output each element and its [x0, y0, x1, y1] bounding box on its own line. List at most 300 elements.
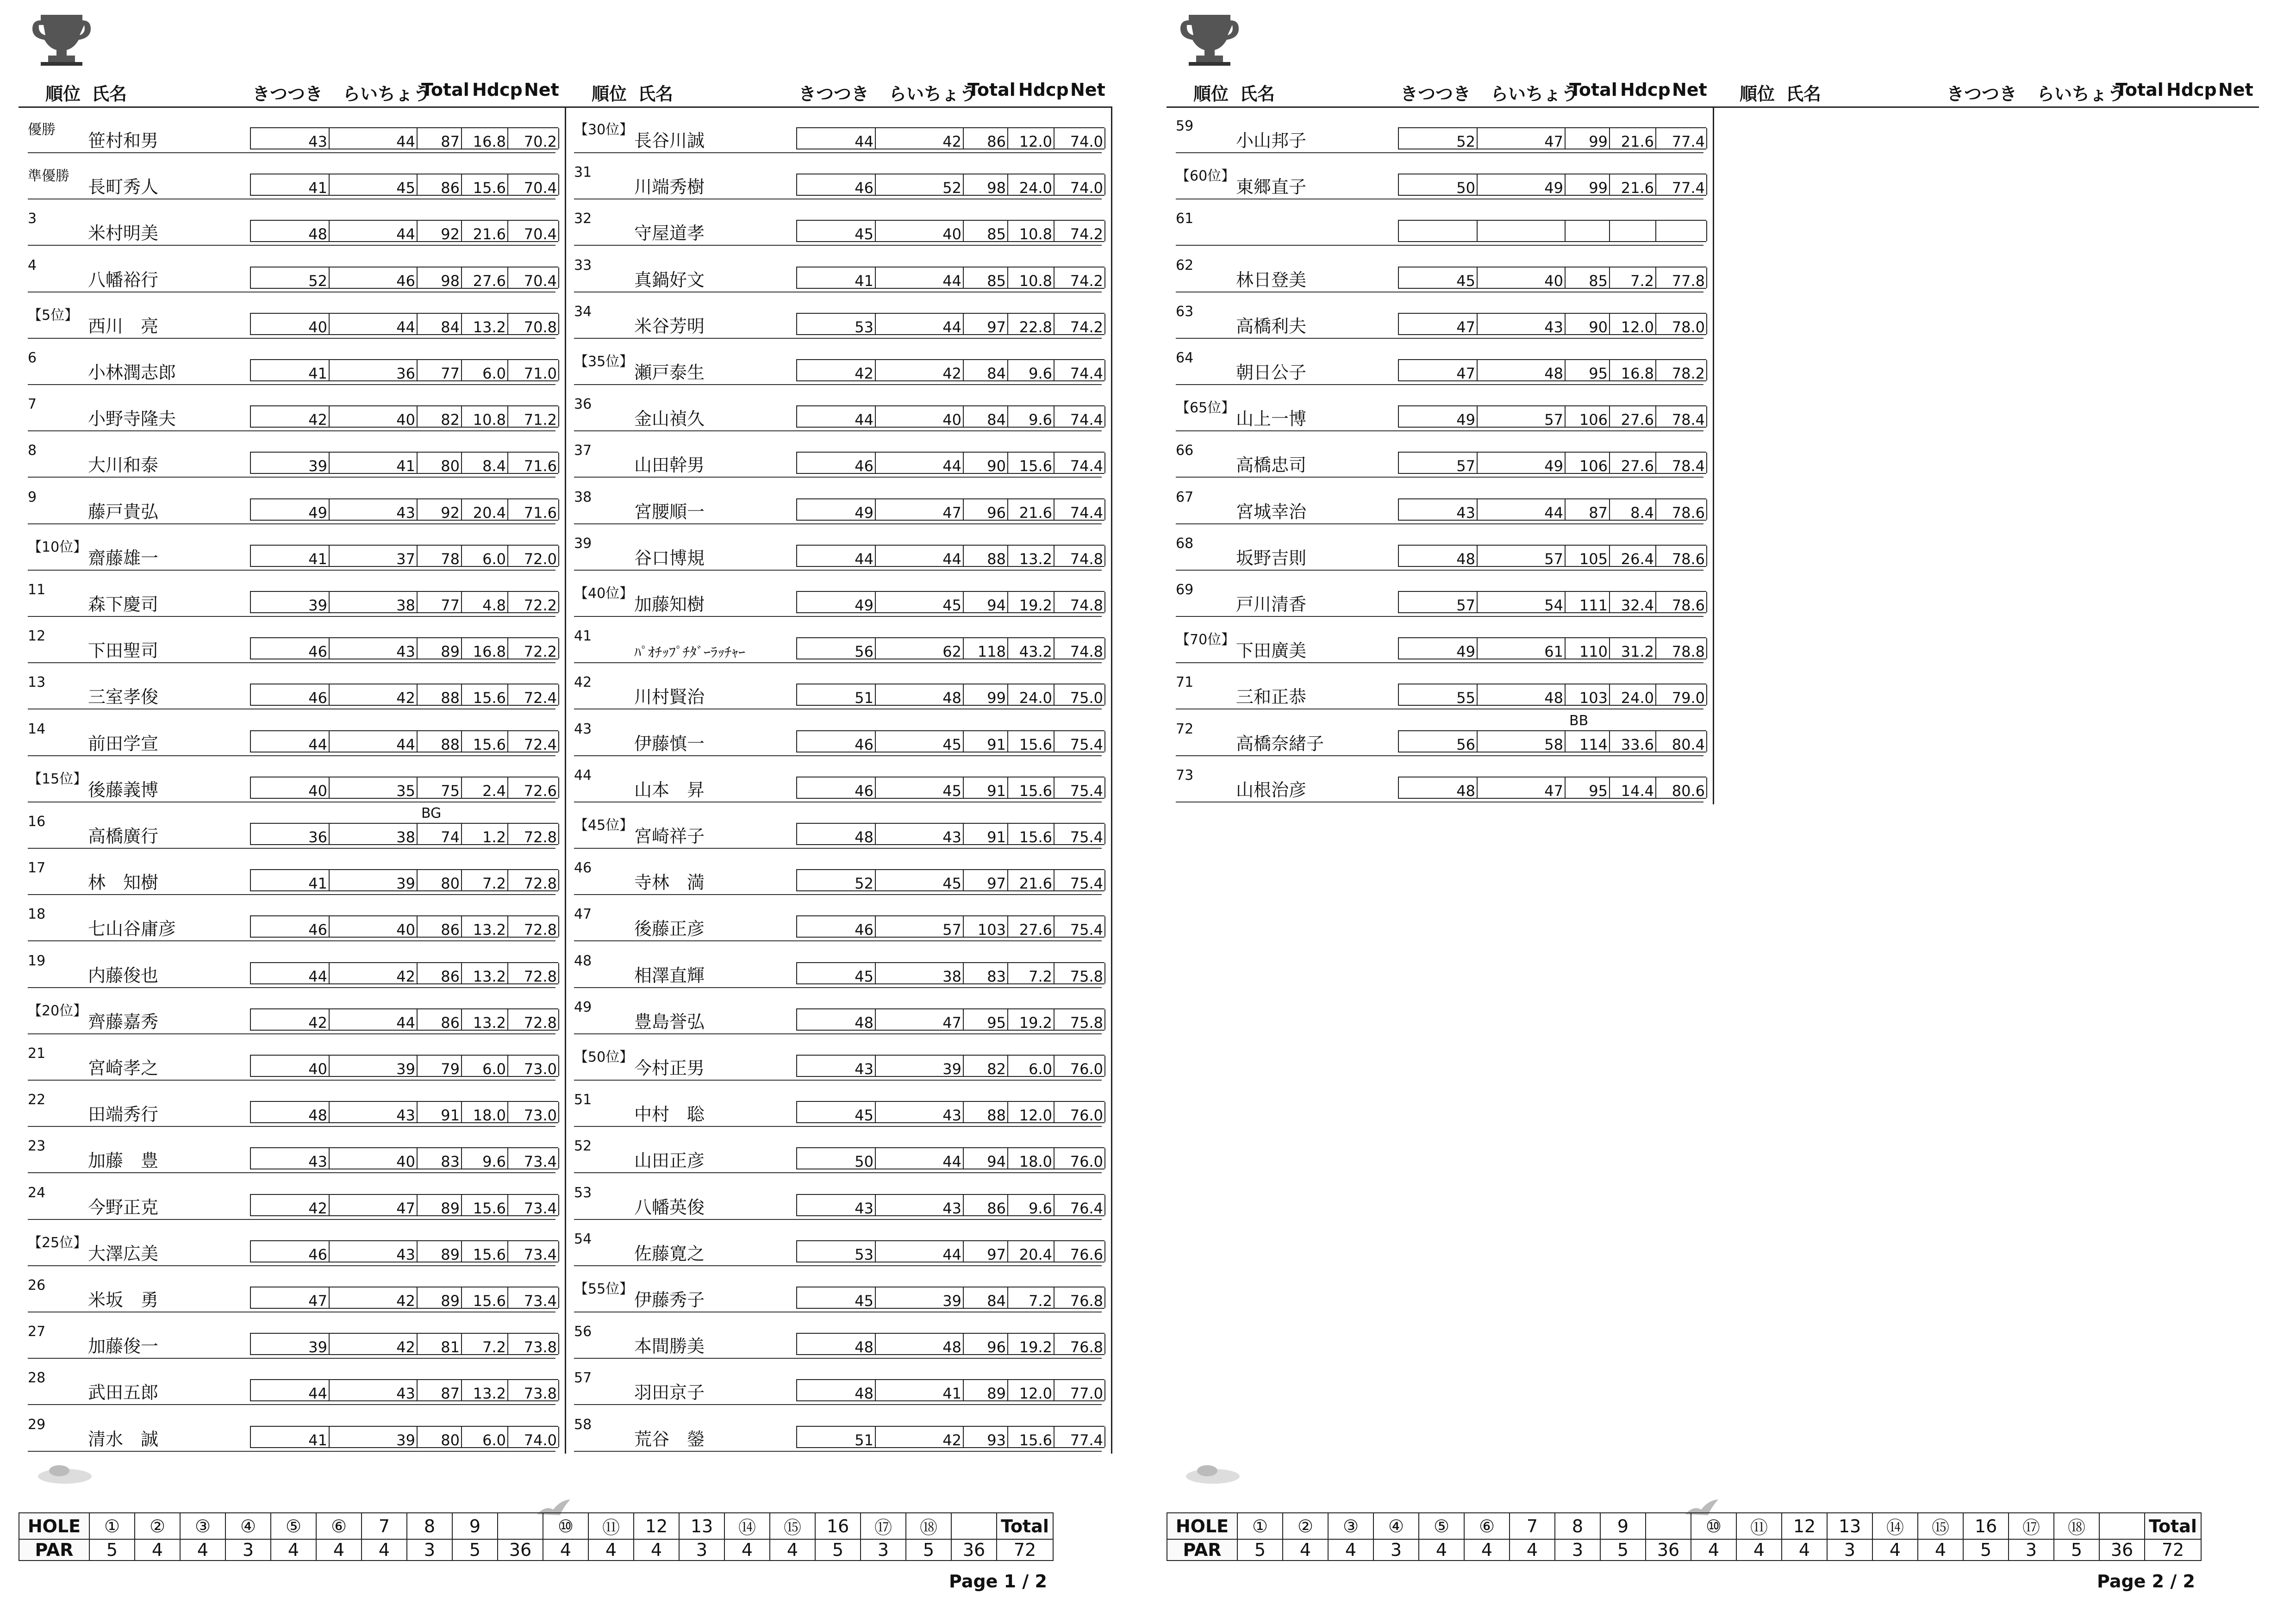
score-in: 57	[1478, 546, 1566, 566]
header-name: 氏名	[1240, 84, 1275, 104]
rank-label: 【55位】	[574, 1281, 634, 1297]
score-in: 47	[1478, 128, 1566, 149]
scorecard-cell: 36	[951, 1539, 997, 1561]
row-rule	[574, 338, 1102, 339]
score-total: 91	[418, 1102, 462, 1122]
player-name: 金山禎久	[634, 409, 705, 429]
score-in: 44	[330, 731, 418, 752]
player-name: 八幡裕行	[88, 269, 159, 290]
score-total: 86	[418, 916, 462, 937]
score-out	[1399, 221, 1478, 241]
score-in: 38	[330, 824, 418, 844]
score-net: 73.4	[508, 1195, 559, 1215]
results-page-2	[1148, 0, 2296, 1623]
row-rule	[574, 755, 1102, 756]
scorecard-cell: 4	[1464, 1539, 1510, 1561]
row-rule	[574, 1172, 1102, 1173]
score-hdcp: 15.6	[462, 1195, 508, 1215]
score-in: 48	[1478, 360, 1566, 380]
score-in: 41	[876, 1380, 964, 1400]
score-total: 87	[418, 128, 462, 149]
score-in: 47	[876, 499, 964, 520]
player-name: 後藤正彦	[634, 919, 705, 939]
score-out: 39	[251, 592, 330, 612]
score-box	[796, 823, 1104, 845]
player-name: 前田学宣	[88, 733, 159, 754]
score-net: 75.4	[1054, 777, 1105, 798]
score-hdcp: 6.0	[462, 1056, 508, 1076]
scorecard-cell: ⑥	[1464, 1513, 1510, 1539]
score-out: 46	[251, 1241, 330, 1262]
score-in: 44	[330, 314, 418, 334]
player-name: 大澤広美	[88, 1243, 159, 1264]
header-total: Total	[2115, 80, 2164, 100]
rank-label: 61	[1176, 211, 1194, 227]
row-rule	[574, 570, 1102, 571]
score-in: 39	[330, 870, 418, 890]
scorecard-cell: ⑩	[1691, 1513, 1736, 1539]
score-box	[250, 730, 558, 752]
scorecard-cell: 4	[362, 1539, 407, 1561]
score-out: 39	[251, 1334, 330, 1354]
row-rule	[28, 523, 555, 524]
score-hdcp: 15.6	[1008, 453, 1054, 473]
scorecard-cell: ①	[89, 1513, 135, 1539]
player-name: 山田幹男	[634, 455, 705, 476]
score-net: 74.4	[1054, 360, 1105, 380]
score-hdcp: 24.0	[1008, 174, 1054, 195]
row-rule	[574, 245, 1102, 246]
score-hdcp: 9.6	[1008, 1195, 1054, 1215]
score-total: 105	[1566, 546, 1610, 566]
rank-label: 37	[574, 442, 592, 459]
score-total: 86	[418, 963, 462, 983]
scorecard-cell: ⑱	[906, 1513, 951, 1539]
score-total: 86	[964, 128, 1008, 149]
score-net: 77.0	[1054, 1380, 1105, 1400]
scorecard-cell: 4	[1736, 1539, 1782, 1561]
score-total: 83	[418, 1148, 462, 1169]
score-out: 42	[251, 1009, 330, 1030]
scorecard-cell: ⑰	[2009, 1513, 2054, 1539]
rank-label: 49	[574, 999, 592, 1015]
scorecard-label: HOLE	[1167, 1513, 1237, 1539]
row-rule	[574, 1033, 1102, 1034]
score-in: 44	[876, 1241, 964, 1262]
score-total	[1566, 221, 1610, 241]
player-name: 内藤俊也	[88, 965, 159, 986]
score-total: 92	[418, 499, 462, 520]
score-in: 35	[330, 777, 418, 798]
player-name: 齊藤嘉秀	[88, 1011, 159, 1032]
row-rule	[574, 940, 1102, 941]
score-total: 86	[418, 1009, 462, 1030]
score-box	[250, 1147, 558, 1169]
score-out: 46	[797, 174, 876, 195]
player-name: 東郷直子	[1236, 177, 1307, 198]
scorecard-label: HOLE	[19, 1513, 89, 1539]
rank-label: 42	[574, 674, 592, 691]
score-hdcp: 15.6	[1008, 731, 1054, 752]
rank-label: 7	[28, 396, 37, 413]
scorecard-cell: 3	[2009, 1539, 2054, 1561]
row-rule	[1176, 384, 1703, 385]
score-box	[796, 359, 1104, 381]
score-hdcp: 16.8	[462, 128, 508, 149]
score-hdcp: 7.2	[462, 870, 508, 890]
scorecard-cell: ⑥	[316, 1513, 362, 1539]
scorecard-cell: ⑱	[2054, 1513, 2099, 1539]
score-box	[250, 127, 558, 149]
player-name: 山田正彦	[634, 1150, 705, 1171]
player-name: 七山谷庸彦	[88, 919, 176, 939]
rank-label: 18	[28, 906, 46, 923]
score-out: 44	[797, 406, 876, 427]
scorecard-cell: 13	[1827, 1513, 1872, 1539]
score-total: 91	[964, 731, 1008, 752]
score-out: 43	[797, 1195, 876, 1215]
score-out: 51	[797, 684, 876, 705]
rank-label: 【30位】	[574, 122, 634, 138]
score-box	[796, 267, 1104, 289]
score-total: 85	[1566, 267, 1610, 288]
rank-label: 21	[28, 1045, 46, 1062]
score-hdcp: 6.0	[1008, 1056, 1054, 1076]
rank-label: 51	[574, 1092, 592, 1108]
score-in: 43	[1478, 314, 1566, 334]
score-out: 48	[797, 824, 876, 844]
score-in: 54	[1478, 592, 1566, 612]
header-out: きつつき	[1947, 84, 2017, 104]
score-box	[250, 405, 558, 428]
player-name: 加藤知樹	[634, 594, 705, 615]
score-out: 40	[251, 1056, 330, 1076]
rank-label: 23	[28, 1138, 46, 1155]
scorecard-cell: 3	[1827, 1539, 1872, 1561]
scorecard-cell: 12	[634, 1513, 679, 1539]
page-number: Page 1 / 2	[949, 1571, 1047, 1592]
rank-label: 24	[28, 1184, 46, 1201]
player-name: 笹村和男	[88, 131, 159, 151]
header-total: Total	[967, 80, 1016, 100]
score-total: 88	[964, 546, 1008, 566]
score-total: 99	[1566, 174, 1610, 195]
scorecard-cell: ③	[180, 1513, 225, 1539]
rank-label: 62	[1176, 257, 1194, 274]
score-hdcp: 7.2	[462, 1334, 508, 1354]
rank-label: 8	[28, 442, 37, 459]
score-box	[796, 545, 1104, 567]
score-out: 42	[251, 1195, 330, 1215]
score-net: 74.8	[1054, 638, 1105, 659]
scorecard-cell: ⑪	[1736, 1513, 1782, 1539]
score-box	[1398, 591, 1706, 613]
score-in: 45	[876, 777, 964, 798]
score-hdcp: 20.4	[1008, 1241, 1054, 1262]
scorecard-cell	[951, 1513, 997, 1539]
row-rule	[1176, 523, 1703, 524]
score-in: 57	[876, 916, 964, 937]
scorecard-cell: ⑰	[861, 1513, 906, 1539]
header-net: Net	[1070, 80, 1105, 100]
score-out: 50	[797, 1148, 876, 1169]
score-in: 44	[876, 267, 964, 288]
player-name: 長谷川誠	[634, 131, 705, 151]
score-out: 41	[251, 870, 330, 890]
column-rule	[565, 106, 566, 1454]
scorecard-cell: ⑮	[1918, 1513, 1963, 1539]
score-hdcp: 10.8	[1008, 221, 1054, 241]
score-box	[250, 220, 558, 242]
score-hdcp	[1610, 221, 1656, 241]
score-out: 51	[797, 1427, 876, 1447]
row-rule	[28, 245, 555, 246]
player-name: 川村賢治	[634, 687, 705, 708]
score-in: 49	[1478, 453, 1566, 473]
score-total: 90	[1566, 314, 1610, 334]
score-box	[796, 1426, 1104, 1448]
header-net: Net	[524, 80, 559, 100]
scorecard-cell: 5	[452, 1539, 498, 1561]
header-net: Net	[1672, 80, 1707, 100]
row-rule	[28, 477, 555, 478]
row-rule	[574, 662, 1102, 663]
player-name: 林日登美	[1236, 269, 1307, 290]
row-rule	[1176, 570, 1703, 571]
player-name: 山根治彦	[1236, 779, 1307, 800]
rank-label: 72	[1176, 721, 1194, 737]
row-rule	[574, 1358, 1102, 1359]
header-rule	[565, 106, 1111, 108]
score-total: 106	[1566, 406, 1610, 427]
rank-label: 12	[28, 628, 46, 645]
player-name: 宮崎孝之	[88, 1058, 159, 1078]
score-in: 41	[330, 453, 418, 473]
score-net: 72.8	[508, 1009, 559, 1030]
scorecard-cell: 7	[362, 1513, 407, 1539]
score-net: 76.0	[1054, 1102, 1105, 1122]
row-rule	[28, 1358, 555, 1359]
score-total: 86	[964, 1195, 1008, 1215]
score-total: 118	[964, 638, 1008, 659]
row-rule	[574, 1451, 1102, 1452]
player-name: 八幡英俊	[634, 1197, 705, 1218]
score-out: 43	[1399, 499, 1478, 520]
score-net: 72.2	[508, 638, 559, 659]
score-total: 88	[418, 731, 462, 752]
score-out: 52	[1399, 128, 1478, 149]
rank-label: 16	[28, 814, 46, 830]
score-box	[250, 174, 558, 196]
scorecard-cell	[498, 1513, 543, 1539]
score-box	[250, 1194, 558, 1216]
score-hdcp: 7.2	[1008, 963, 1054, 983]
row-rule	[1176, 245, 1703, 246]
scorecard-cell: 3	[861, 1539, 906, 1561]
player-name: 本間勝美	[634, 1336, 705, 1357]
score-in: 42	[330, 1287, 418, 1308]
score-box	[1398, 498, 1706, 521]
row-rule	[28, 430, 555, 431]
score-total: 95	[964, 1009, 1008, 1030]
score-in: 58	[1478, 731, 1566, 752]
rank-label: 34	[574, 303, 592, 320]
score-total: 82	[964, 1056, 1008, 1076]
score-box	[796, 498, 1104, 521]
score-net: 75.4	[1054, 916, 1105, 937]
scorecard-cell: 4	[180, 1539, 225, 1561]
player-name: 谷口博規	[634, 547, 705, 568]
player-name: 佐藤寛之	[634, 1243, 705, 1264]
score-out: 46	[251, 916, 330, 937]
scorecard-cell: 36	[1646, 1539, 1691, 1561]
score-hdcp: 21.6	[1610, 128, 1656, 149]
score-hdcp: 15.6	[1008, 1427, 1054, 1447]
score-box	[250, 823, 558, 845]
score-out: 46	[797, 777, 876, 798]
rank-label: 14	[28, 721, 46, 737]
score-out: 47	[251, 1287, 330, 1308]
score-out: 48	[797, 1380, 876, 1400]
score-net	[1656, 221, 1707, 241]
row-rule	[1176, 152, 1703, 153]
score-hdcp: 19.2	[1008, 1334, 1054, 1354]
scorecard-cell: 4	[724, 1539, 770, 1561]
score-box	[250, 1333, 558, 1355]
score-in: 43	[876, 1195, 964, 1215]
score-box	[250, 267, 558, 289]
row-rule	[574, 894, 1102, 895]
header-out: きつつき	[252, 84, 323, 104]
score-in: 47	[330, 1195, 418, 1215]
score-hdcp: 10.8	[462, 406, 508, 427]
header-hdcp: Hdcp	[2166, 80, 2217, 100]
score-out: 43	[251, 128, 330, 149]
score-total: 85	[964, 267, 1008, 288]
score-hdcp: 21.6	[1610, 174, 1656, 195]
score-net: 76.8	[1054, 1334, 1105, 1354]
scorecard-label: Total	[997, 1513, 1053, 1539]
score-in: 42	[876, 1427, 964, 1447]
scorecard-cell: 4	[770, 1539, 815, 1561]
score-in: 44	[330, 221, 418, 241]
rank-label: 52	[574, 1138, 592, 1155]
score-hdcp: 9.6	[1008, 360, 1054, 380]
score-total: 94	[964, 592, 1008, 612]
score-in: 39	[330, 1056, 418, 1076]
rank-label: 27	[28, 1324, 46, 1340]
score-hdcp: 13.2	[462, 1009, 508, 1030]
score-total: 89	[418, 1287, 462, 1308]
rank-label: 6	[28, 350, 37, 366]
row-rule	[28, 1451, 555, 1452]
header-total: Total	[1569, 80, 1617, 100]
rank-label: 優勝	[28, 122, 56, 138]
player-name: 中村 聡	[634, 1104, 705, 1125]
bird-icon	[32, 1458, 97, 1495]
score-hdcp: 7.2	[1610, 267, 1656, 288]
player-name: 後藤義博	[88, 779, 159, 800]
score-total: 81	[418, 1334, 462, 1354]
player-name: 川端秀樹	[634, 177, 705, 198]
score-in: 40	[876, 221, 964, 241]
score-net: 74.4	[1054, 453, 1105, 473]
row-rule	[1176, 477, 1703, 478]
score-hdcp: 7.2	[1008, 1287, 1054, 1308]
score-out: 45	[797, 1102, 876, 1122]
rank-label: 【70位】	[1176, 632, 1235, 648]
row-rule	[28, 940, 555, 941]
row-rule	[574, 848, 1102, 849]
score-net: 72.0	[508, 546, 559, 566]
scorecard-cell: 4	[588, 1539, 634, 1561]
score-out: 49	[251, 499, 330, 520]
row-rule	[28, 1219, 555, 1220]
score-out: 57	[1399, 453, 1478, 473]
score-box	[250, 637, 558, 659]
score-out: 41	[251, 1427, 330, 1447]
scorecard-cell: 4	[1283, 1539, 1328, 1561]
score-total: 110	[1566, 638, 1610, 659]
score-total: 95	[1566, 777, 1610, 798]
scorecard-label: PAR	[19, 1539, 89, 1561]
score-in: 36	[330, 360, 418, 380]
score-hdcp: 15.6	[462, 174, 508, 195]
score-net: 73.0	[508, 1102, 559, 1122]
score-total: 89	[964, 1380, 1008, 1400]
score-out: 48	[1399, 777, 1478, 798]
score-out: 48	[797, 1334, 876, 1354]
header-out: きつつき	[1400, 84, 1471, 104]
score-total: 84	[964, 406, 1008, 427]
scorecard-cell: 4	[1419, 1539, 1464, 1561]
player-name: 今村正男	[634, 1058, 705, 1078]
score-out: 47	[1399, 314, 1478, 334]
score-total: 84	[964, 360, 1008, 380]
player-name: 豊島誉弘	[634, 1011, 705, 1032]
score-in: 45	[876, 731, 964, 752]
header-rank: 順位	[45, 84, 81, 104]
scorecard-cell: 5	[89, 1539, 135, 1561]
score-hdcp: 18.0	[1008, 1148, 1054, 1169]
scorecard-cell: ②	[135, 1513, 180, 1539]
score-net: 72.8	[508, 870, 559, 890]
score-net: 73.0	[508, 1056, 559, 1076]
score-box	[796, 962, 1104, 984]
score-total: 93	[964, 1427, 1008, 1447]
scorecard-cell: 4	[316, 1539, 362, 1561]
score-hdcp: 2.4	[462, 777, 508, 798]
score-hdcp: 21.6	[462, 221, 508, 241]
score-box	[250, 869, 558, 891]
player-name: 戸川清香	[1236, 594, 1307, 615]
score-hdcp: 8.4	[462, 453, 508, 473]
scorecard-cell: 4	[543, 1539, 588, 1561]
score-hdcp: 6.0	[462, 360, 508, 380]
score-out: 42	[251, 406, 330, 427]
scorecard-cell: 4	[634, 1539, 679, 1561]
score-net: 79.0	[1656, 684, 1707, 705]
score-hdcp: 24.0	[1610, 684, 1656, 705]
score-total: 103	[964, 916, 1008, 937]
player-name: 下田廣美	[1236, 640, 1307, 661]
scorecard-label: Total	[2145, 1513, 2201, 1539]
scorecard-cell: 5	[1963, 1539, 2009, 1561]
score-box	[796, 1147, 1104, 1169]
score-in: 61	[1478, 638, 1566, 659]
score-net: 73.8	[508, 1334, 559, 1354]
score-hdcp: 15.6	[1008, 777, 1054, 798]
